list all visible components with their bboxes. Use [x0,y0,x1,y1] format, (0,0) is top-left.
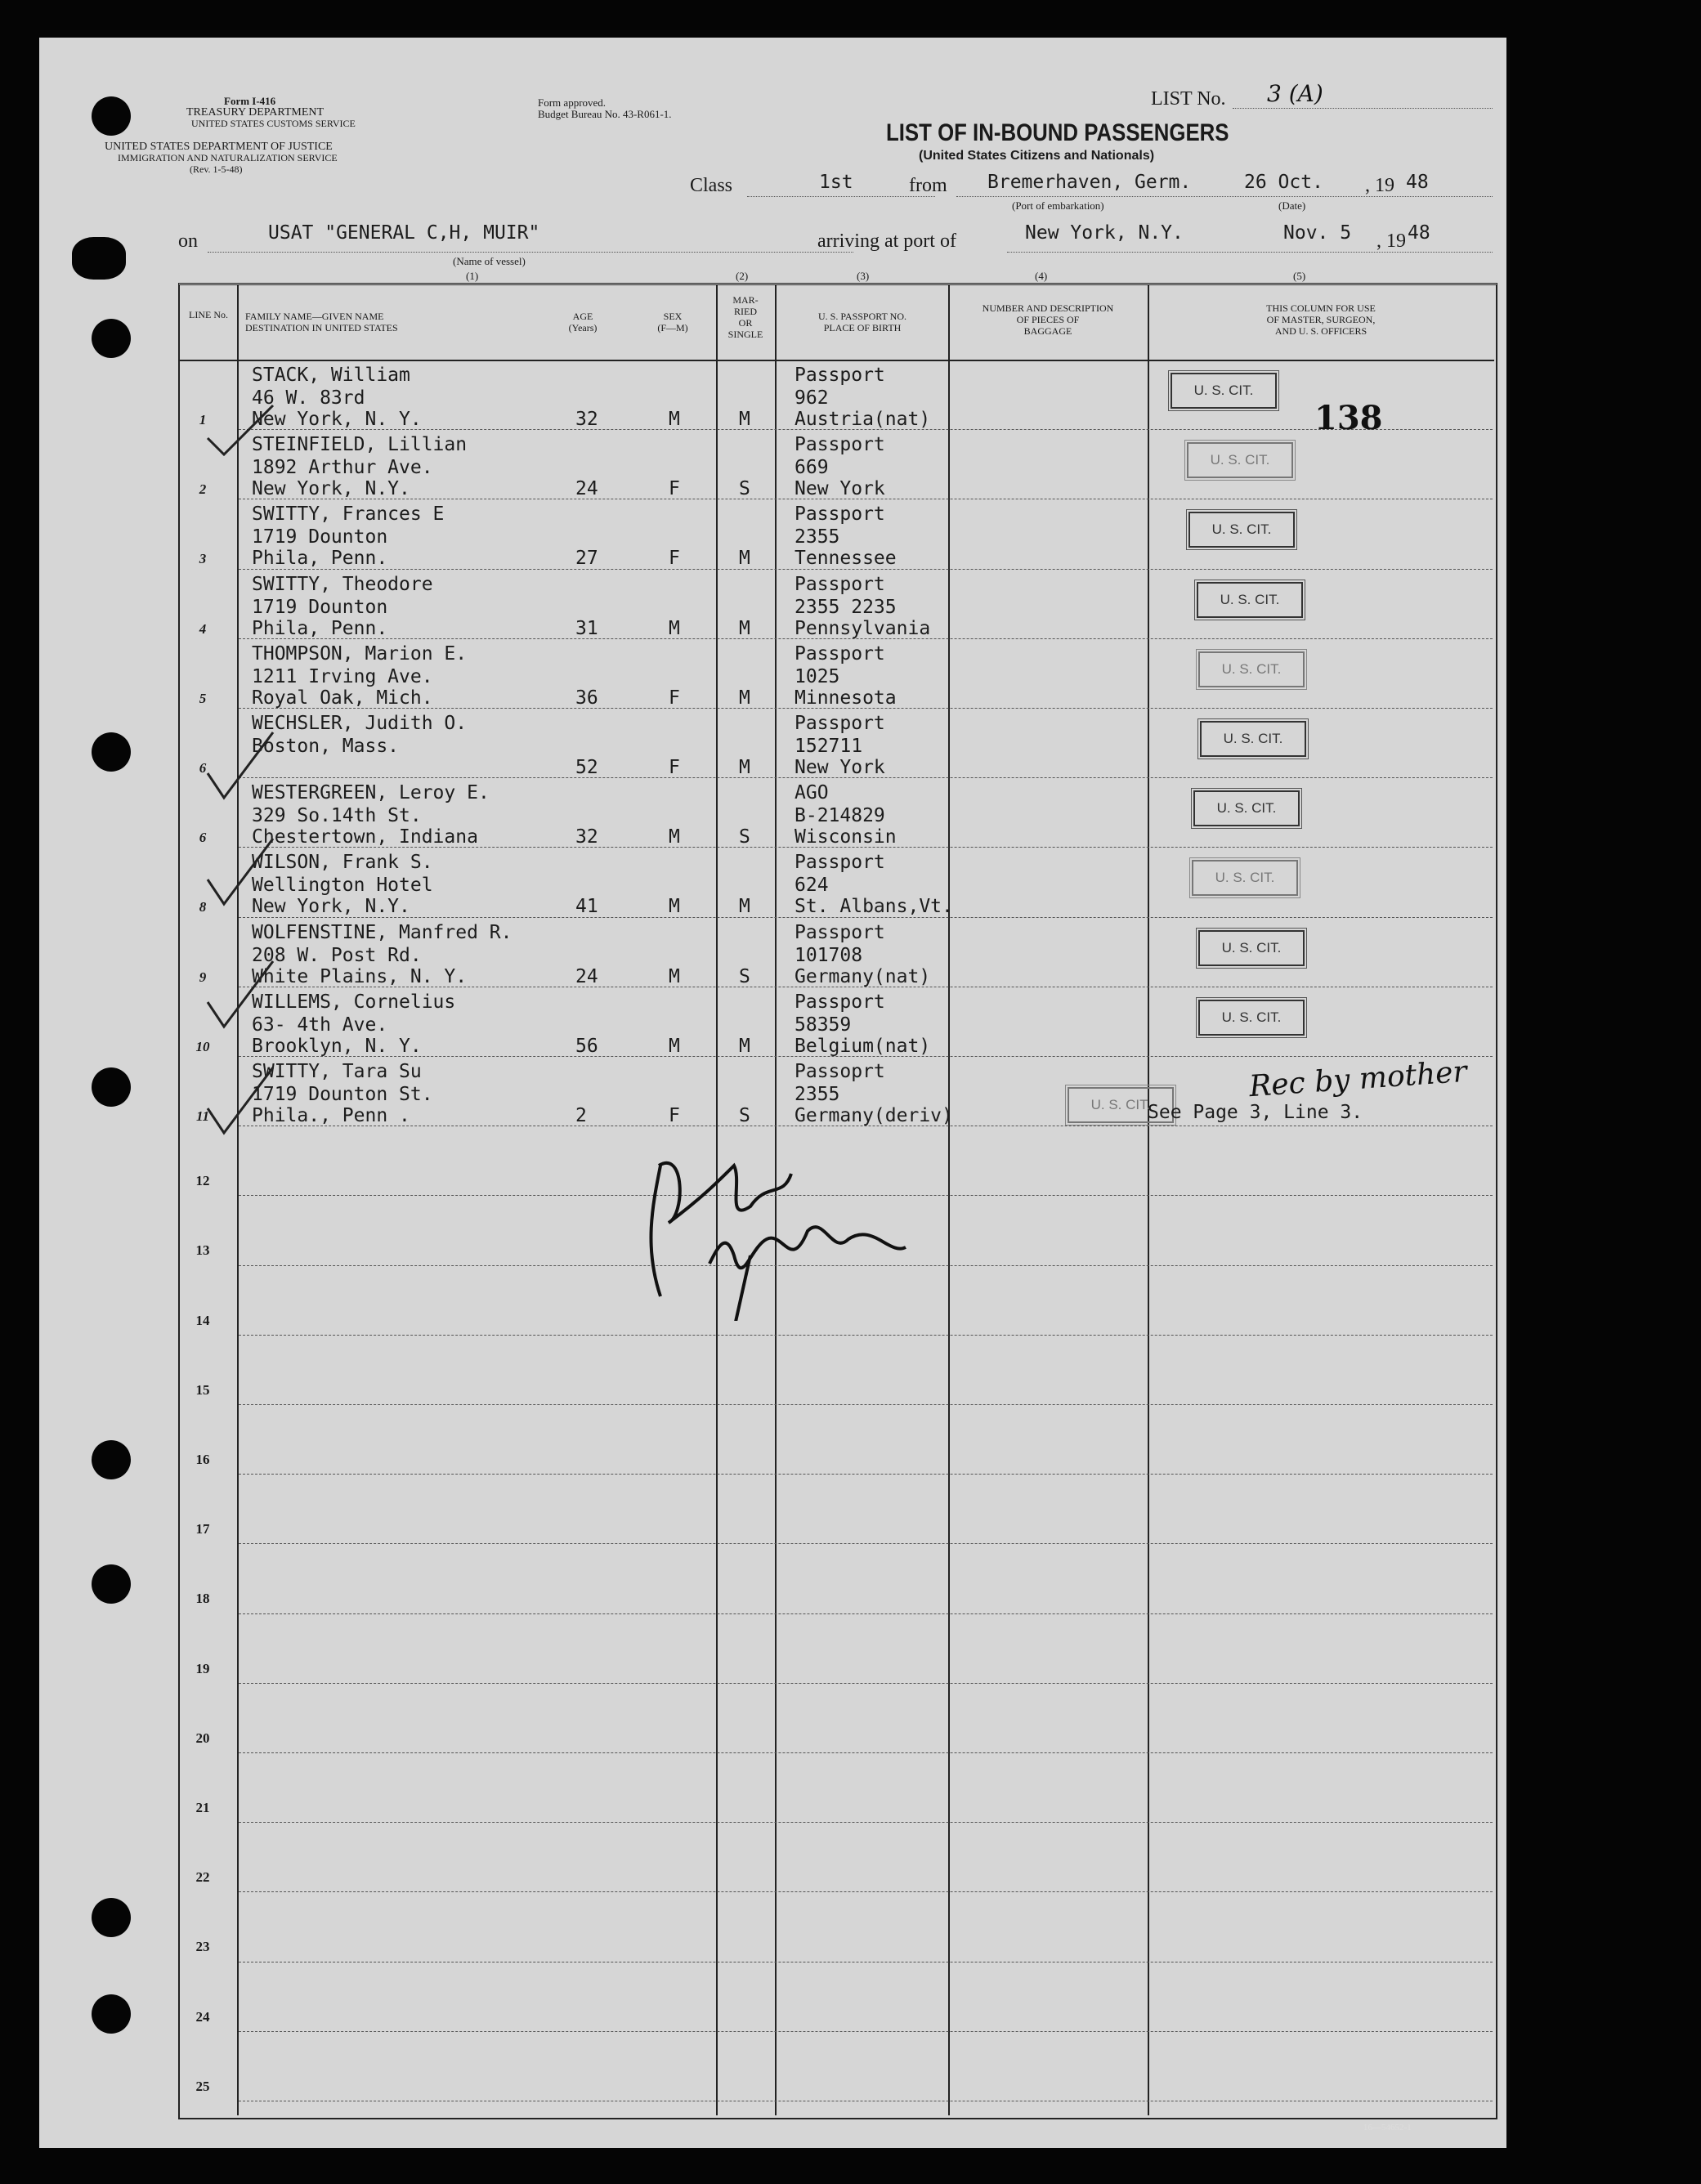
passenger-age: 31 [575,617,598,639]
passenger-sex: M [669,965,680,987]
line-number: 17 [195,1521,210,1537]
passenger-name: WESTERGREEN, Leroy E. [252,782,490,804]
line-number: 5 [199,690,207,706]
passenger-married: S [739,478,750,500]
passenger-married: M [739,757,750,778]
passenger-name: WECHSLER, Judith O. [252,713,468,734]
line-number: 2 [199,481,207,498]
list-no-label: LIST No. [1151,88,1226,110]
us-cit-stamp: U. S. CIT. [1171,373,1277,409]
line-number: 8 [199,899,207,915]
line-number: 22 [195,1869,210,1886]
header-name: FAMILY NAME—GIVEN NAME DESTINATION IN UNITED STATES [245,311,398,333]
passenger-age: 24 [575,965,598,987]
row-divider [239,1474,1493,1475]
passenger-address-line2: Phila., Penn . [252,1105,410,1126]
passenger-sex: F [669,548,680,570]
punch-hole [92,1564,131,1604]
row-divider [239,1056,1493,1057]
row-divider [239,1613,1493,1614]
passenger-married: M [739,548,750,570]
line-number: 21 [195,1800,210,1815]
row-divider [239,1683,1493,1684]
passenger-married: M [739,409,750,430]
passenger-name: THOMPSON, Marion E. [252,642,468,665]
passenger-sex: F [669,1105,680,1126]
from-label: from [909,175,947,196]
passenger-married: M [739,687,750,709]
passenger-sex: F [669,757,680,778]
justice-label: UNITED STATES DEPARTMENT OF JUSTICE [105,141,333,153]
passenger-age: 41 [575,896,598,918]
customs-label: UNITED STATES CUSTOMS SERVICE [191,118,356,129]
passenger-address-line1: 46 W. 83rd [252,387,365,409]
passport-label: Passport [795,573,885,595]
passenger-address-line2: Phila, Penn. [252,617,388,639]
line-number: 9 [199,969,207,985]
passenger-address-line1: 63- 4th Ave. [252,1014,388,1036]
vessel-caption: (Name of vessel) [453,255,526,267]
passenger-sex: M [669,617,680,639]
line-number: 6 [199,760,207,776]
passenger-name: SWITTY, Frances E [252,503,445,526]
passport-label: Passport [795,434,885,456]
punch-hole [92,96,131,136]
place-of-birth: Minnesota [795,687,897,709]
passenger-married: S [739,965,750,987]
row-divider [239,1335,1493,1336]
row-divider [239,917,1493,918]
passenger-name: WILLEMS, Cornelius [252,991,456,1013]
line-number: 16 [195,1452,210,1467]
header-married: MAR- RIED OR SINGLE [727,294,763,340]
manifest-page [39,38,1506,2148]
passenger-address-line2: Brooklyn, N. Y. [252,1035,422,1057]
us-cit-stamp: U. S. CIT. [1192,860,1298,896]
passenger-address-line2: New York, N.Y. [252,478,410,500]
line-number: 11 [195,1108,210,1124]
row-divider [239,2031,1493,2032]
passenger-sex: F [669,687,680,709]
line-number: 14 [195,1312,210,1328]
passenger-address-line2: New York, N. Y. [252,409,422,430]
passenger-age: 27 [575,548,598,570]
passport-label: Passport [795,365,885,386]
passport-number: 624 [795,875,829,897]
place-of-birth: Pennsylvania [795,617,931,639]
passenger-age: 32 [575,826,598,848]
passport-label: Passport [795,503,885,526]
passport-label: Passport [795,642,885,665]
passenger-sex: M [669,1035,680,1057]
line-number: 25 [195,2078,210,2094]
passenger-address-line1: 329 So.14th St. [252,805,422,827]
row-divider [239,708,1493,709]
passenger-age: 36 [575,687,598,709]
row-divider [239,429,1493,430]
passenger-married: M [739,896,750,918]
footer-code: 16—54652-1 [1363,2123,1412,2133]
col-num-1: (1) [466,270,479,282]
passenger-address-line1: 1211 Irving Ave. [252,665,433,687]
row-divider [239,569,1493,570]
us-cit-stamp: U. S. CIT. [1198,1000,1305,1036]
col-num-3: (3) [857,270,870,282]
line-number: 15 [195,1381,210,1398]
us-cit-stamp: U. S. CIT. [1200,721,1306,757]
check-marks [199,389,289,1166]
passenger-name: WOLFENSTINE, Manfred R. [252,921,513,943]
passport-number: 1025 [795,665,840,687]
arrival-year-prefix: , 19 [1376,230,1406,252]
passenger-age: 56 [575,1035,598,1057]
passport-label: Passoprt [795,1061,885,1082]
list-subtitle: (United States Citizens and Nationals) [919,149,1155,163]
passport-number: 2355 2235 [795,596,897,618]
passport-label: AGO [795,782,829,804]
row-divider [239,1822,1493,1823]
place-of-birth: Austria(nat) [795,409,931,430]
arrival-date: Nov. 5 [1283,222,1352,244]
passenger-address-line2: New York, N.Y. [252,896,410,918]
class-label: Class [690,175,733,196]
approved-label: Form approved. [538,96,607,109]
line-number: 6 [199,830,207,846]
passport-label: Passport [795,991,885,1013]
ins-label: IMMIGRATION AND NATURALIZATION SERVICE [118,152,338,163]
passenger-sex: M [669,409,680,430]
row-divider [239,1543,1493,1544]
passenger-age: 24 [575,478,598,500]
row-divider [239,847,1493,848]
punch-hole [92,1440,131,1479]
passenger-name: STACK, William [252,365,410,386]
punch-hole [92,732,131,772]
passenger-address-line2: Chestertown, Indiana [252,826,478,848]
row-divider [239,638,1493,639]
treasury-label: TREASURY DEPARTMENT [186,106,325,119]
place-of-birth: Wisconsin [795,826,897,848]
us-cit-stamp: U. S. CIT. [1198,930,1305,966]
punch-hole [72,237,126,280]
date-caption: (Date) [1278,199,1306,212]
passenger-name: SWITTY, Theodore [252,573,433,595]
passenger-address-line1: Boston, Mass. [252,736,400,757]
passenger-married: S [739,1105,750,1126]
punch-hole [92,1898,131,1937]
passport-number: 152711 [795,736,863,757]
place-of-birth: St. Albans,Vt. [795,896,953,918]
us-cit-stamp: U. S. CIT. [1068,1087,1174,1123]
passport-number: 669 [795,457,829,479]
embark-port: Bremerhaven, Germ. [987,172,1192,193]
header-sex: SEX (F—M) [657,311,688,333]
row-divider [239,1891,1493,1892]
us-cit-stamp: U. S. CIT. [1188,512,1295,548]
passenger-sex: M [669,826,680,848]
passenger-address-line2: Phila, Penn. [252,548,388,570]
arriving-label: arriving at port of [817,230,956,252]
place-of-birth: Tennessee [795,548,897,570]
punch-hole [92,1994,131,2034]
arrival-port: New York, N.Y. [1025,222,1184,244]
revision-label: (Rev. 1-5-48) [190,163,243,175]
class-value: 1st [819,172,853,193]
embark-date: 26 Oct. [1244,172,1323,193]
place-of-birth: Germany(deriv) [795,1105,953,1126]
passport-label: Passport [795,852,885,874]
passenger-address-line1: 1719 Dounton [252,596,388,618]
line-number: 18 [195,1591,210,1607]
line-number: 23 [195,1939,210,1955]
passenger-married: S [739,826,750,848]
us-cit-stamp: U. S. CIT. [1197,582,1303,618]
passenger-name: WILSON, Frank S. [252,852,433,874]
passenger-name: STEINFIELD, Lillian [252,434,468,456]
line-number: 1 [199,412,207,427]
passport-label: Passport [795,713,885,734]
us-cit-stamp: U. S. CIT. [1187,442,1293,478]
vessel-name: USAT "GENERAL C,H, MUIR" [268,222,540,244]
line-number: 13 [195,1242,210,1259]
us-cit-stamp: U. S. CIT. [1193,790,1300,826]
passenger-address-line1: 1719 Dounton [252,526,388,548]
embark-year: 48 [1406,172,1429,193]
punch-hole [92,1067,131,1107]
passenger-age: 52 [575,757,598,778]
place-of-birth: New York [795,478,885,500]
embark-year-prefix: , 19 [1365,175,1394,196]
passport-number: B-214829 [795,805,885,827]
punch-hole [92,319,131,358]
passenger-age: 32 [575,409,598,430]
line-number: 20 [195,1730,210,1746]
passenger-sex: F [669,478,680,500]
place-of-birth: Germany(nat) [795,965,931,987]
passenger-address-line1: 1719 Dounton St. [252,1084,433,1105]
row-divider [239,1404,1493,1405]
line-number: 3 [199,551,207,567]
passenger-address-line1: 208 W. Post Rd. [252,944,422,966]
header-age: AGE (Years) [568,311,598,333]
passport-number: 58359 [795,1014,852,1036]
passport-number: 101708 [795,944,863,966]
col-num-4: (4) [1035,270,1048,282]
list-title: LIST OF IN-BOUND PASSENGERS [886,119,1229,146]
list-no-value: 3 (A) [1267,80,1323,107]
col-num-5: (5) [1293,270,1306,282]
passport-number: 2355 [795,526,840,548]
passenger-address-line2: Royal Oak, Mich. [252,687,433,709]
line-number: 24 [195,2008,210,2025]
budget-label: Budget Bureau No. 43-R061-1. [538,108,672,120]
annotation-138: 138 [1314,399,1383,437]
col-num-2: (2) [736,270,749,282]
header-line-no: LINE No. [189,309,228,320]
row-divider [239,1752,1493,1753]
row-divider [239,777,1493,778]
line-number: 4 [199,620,207,637]
passenger-address-line2: White Plains, N. Y. [252,965,468,987]
header-baggage: NUMBER AND DESCRIPTION OF PIECES OF BAGGAGE [982,302,1114,337]
passenger-married: M [739,617,750,639]
header-passport: U. S. PASSPORT NO. PLACE OF BIRTH [818,311,906,333]
passenger-name: SWITTY, Tara Su [252,1061,422,1082]
passport-label: Passport [795,921,885,943]
passport-number: 962 [795,387,829,409]
passenger-address-line1: Wellington Hotel [252,875,433,897]
passenger-married: M [739,1035,750,1057]
place-of-birth: Belgium(nat) [795,1035,931,1057]
arrival-year: 48 [1408,222,1430,244]
line-number: 19 [195,1660,210,1676]
passenger-age: 2 [575,1105,587,1126]
place-of-birth: New York [795,757,885,778]
passenger-sex: M [669,896,680,918]
on-label: on [178,230,198,252]
passenger-address-line1: 1892 Arthur Ave. [252,457,433,479]
form-id: Form I-416 [224,95,276,107]
officer-signature [628,1133,971,1321]
port-embark-caption: (Port of embarkation) [1012,199,1104,212]
see-page-note: See Page 3, Line 3. [1148,1102,1363,1123]
passport-number: 2355 [795,1084,840,1105]
line-number: 12 [195,1173,210,1189]
handwritten-mother-note: Rec by mother [1247,1054,1468,1104]
us-cit-stamp: U. S. CIT. [1198,651,1305,687]
line-number: 10 [195,1038,210,1054]
header-officers: THIS COLUMN FOR USE OF MASTER, SURGEON, AND U. S. OFFICERS [1266,302,1376,337]
